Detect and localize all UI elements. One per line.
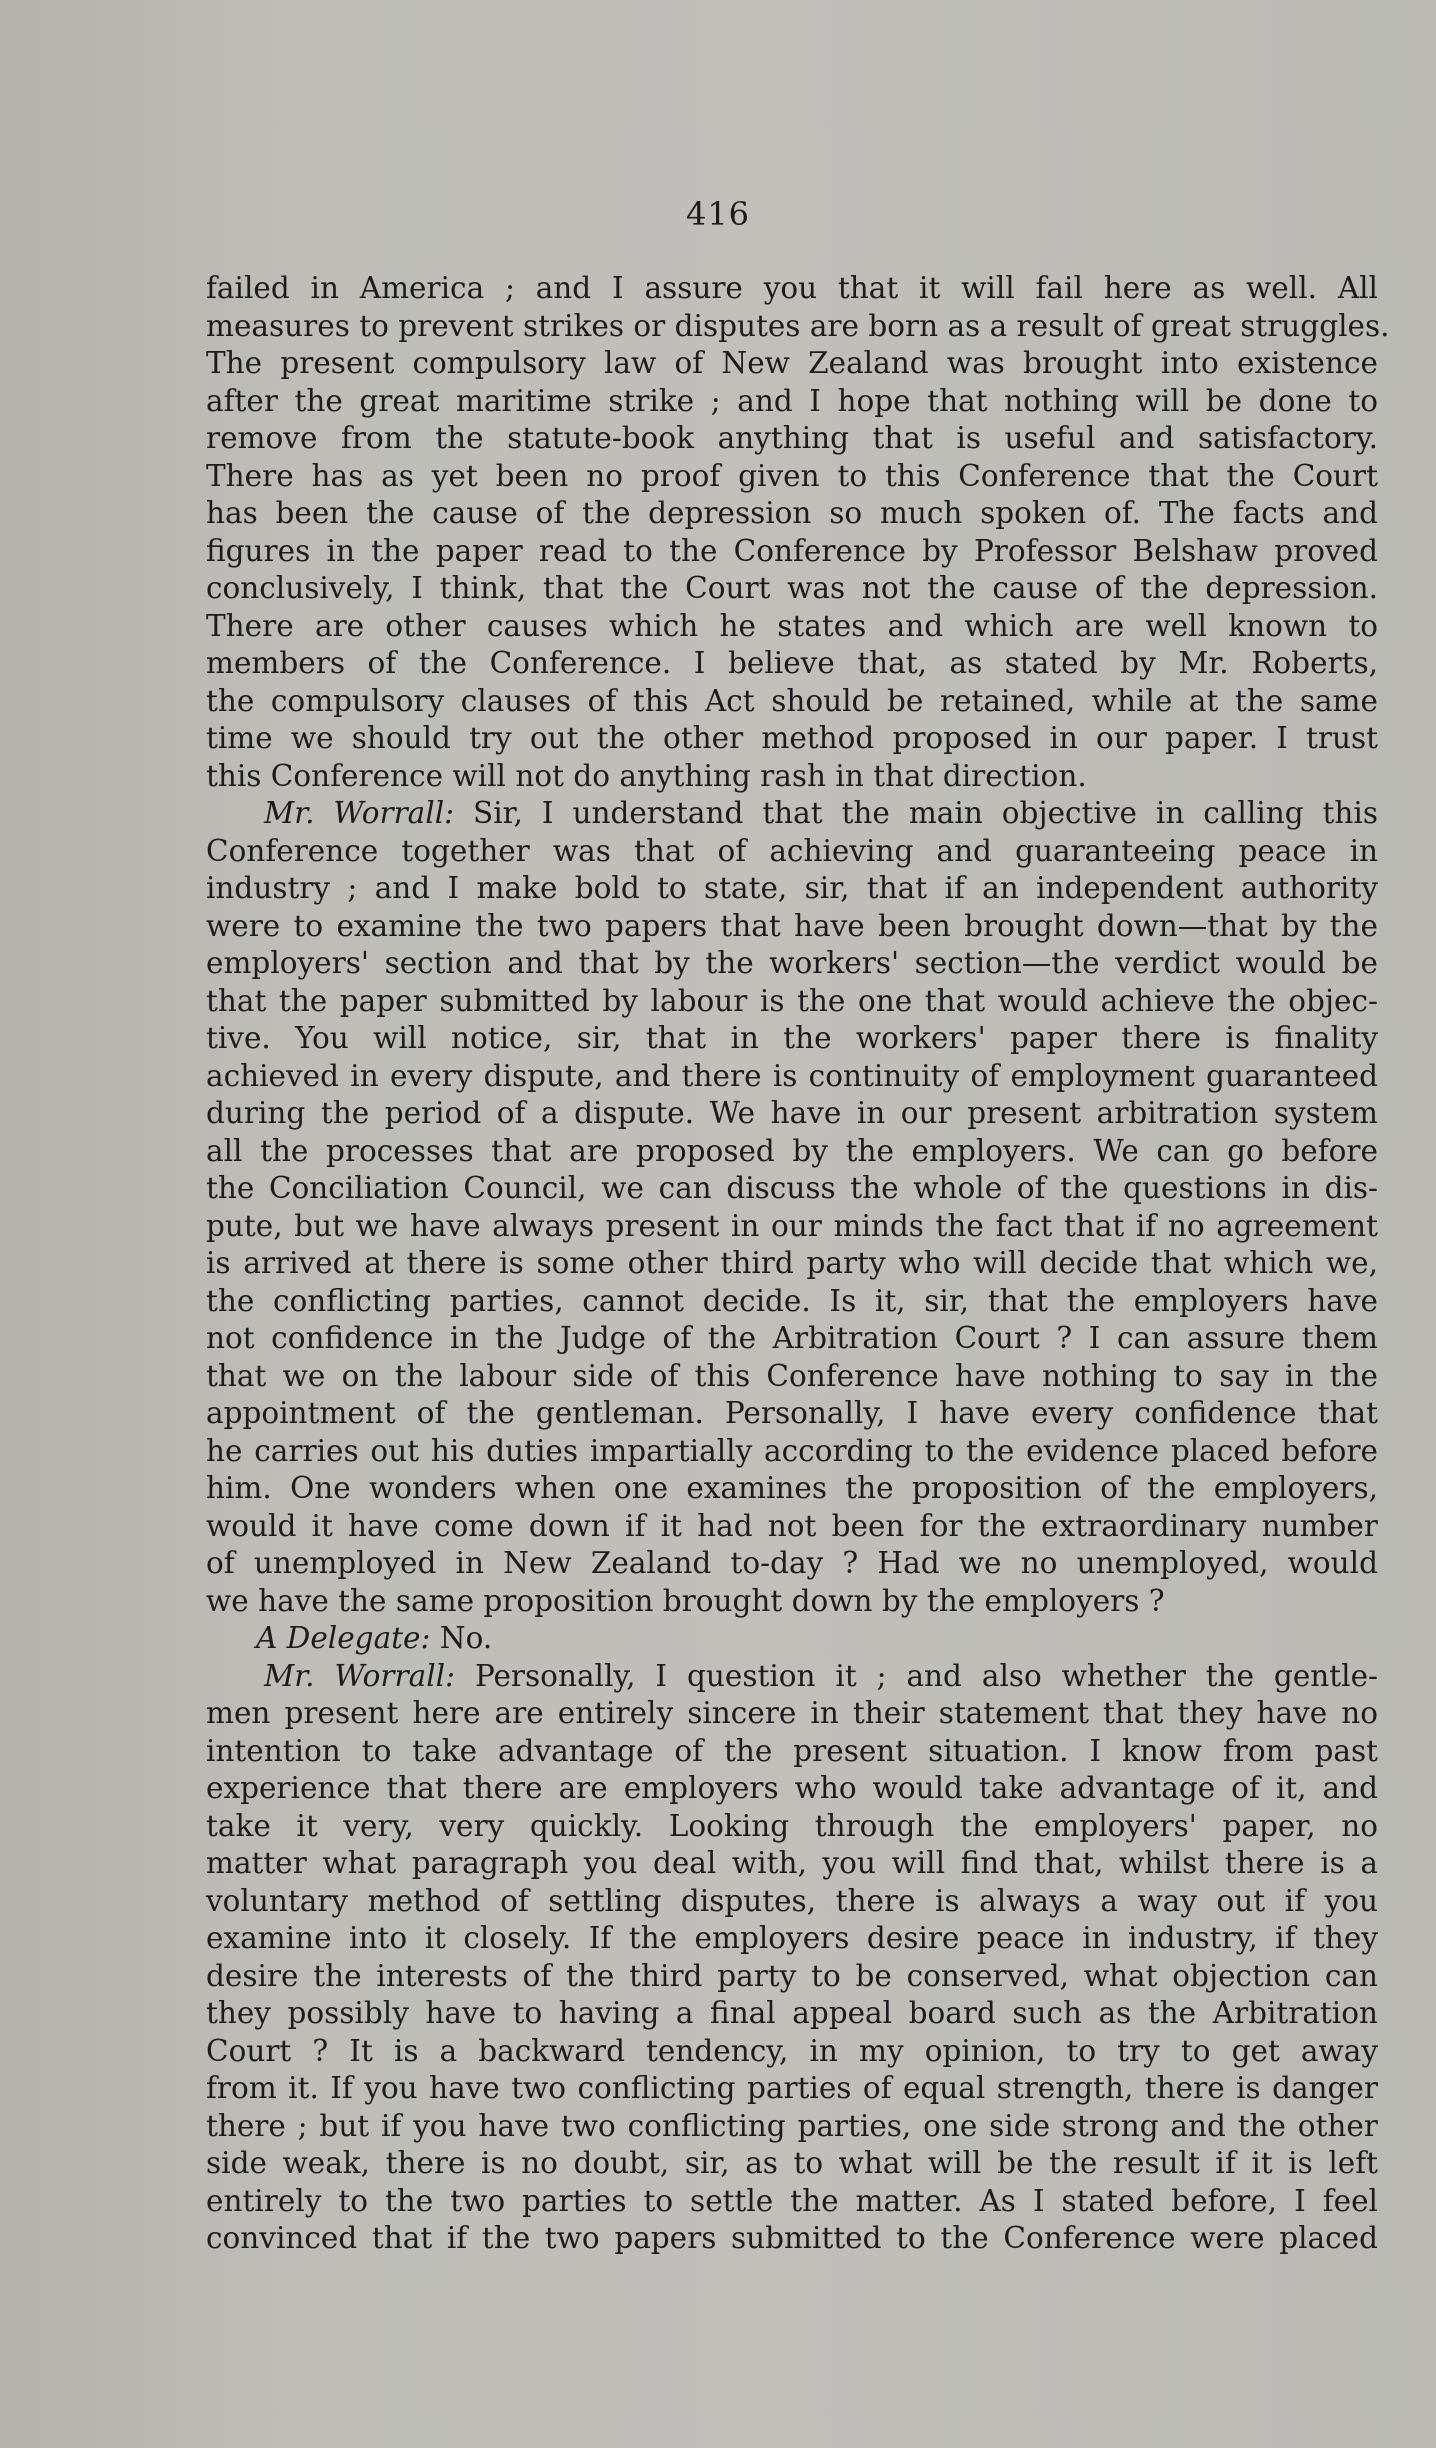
text-line: achieved in every dispute, and there is continuity of employment guaranteed [206, 1058, 1378, 1093]
text-line: experience that there are employers who would take advantage of it, and [206, 1771, 1378, 1805]
text-line: appointment of the gentleman. Personally, I have every confidence that [206, 1396, 1378, 1430]
text-line: that we on the labour side of this Conference have nothing to say in the [206, 1358, 1378, 1393]
text-line: after the great maritime strike ; and I hope that nothing will be done to [206, 383, 1378, 418]
speaker-name: Mr. Worrall: [264, 796, 455, 830]
speaker-name: A Delegate: [256, 1621, 431, 1655]
text-line: matter what paragraph you deal with, you will find that, whilst there is a [206, 1846, 1378, 1880]
speaker-name: Mr. Worrall: [264, 1658, 456, 1693]
text-line: figures in the paper read to the Conference by Professor Belshaw proved [206, 533, 1378, 568]
text-line: he carries out his duties impartially according to the evidence placed before [206, 1433, 1378, 1468]
page-number: 416 [685, 195, 751, 233]
text-line: there ; but if you have two conflicting parties, one side strong and the other [206, 2108, 1378, 2143]
paragraph-3 [206, 1620, 1378, 1658]
text-line: industry ; and I make bold to state, sir, that if an independent authority [206, 871, 1378, 905]
text-line: Court ? It is a backward tendency, in my opinion, to try to get away [206, 2033, 1378, 2068]
paragraph-1 [206, 270, 1390, 795]
text-line: the Conciliation Council, we can discuss the whole of the questions in dis- [206, 1171, 1378, 1205]
text-line: remove from the statute-book anything that is useful and satisfactory. [206, 421, 1378, 455]
text-line: side weak, there is no doubt, sir, as to what will be the result if it is left [206, 2146, 1378, 2180]
paragraph-2 [206, 795, 1378, 1620]
text-line: Conference together was that of achieving and guaranteeing peace in [206, 833, 1378, 868]
speech-text: Sir, I understand that the main objective in calling this [454, 796, 1378, 830]
text-line: There are other causes which he states and which are well known to [206, 608, 1378, 643]
text-line: time we should try out the other method proposed in our paper. I trust [206, 721, 1378, 755]
text-line: the conflicting parties, cannot decide. Is it, sir, that the employers have [206, 1283, 1378, 1318]
speaker-line [206, 1658, 1378, 1696]
text-line: employers' section and that by the workers' section—the verdict would be [206, 946, 1378, 980]
text-line: take it very, very quickly. Looking through the employers' paper, no [206, 1808, 1378, 1843]
text-line: tive. You will notice, sir, that in the workers' paper there is finality [206, 1021, 1378, 1055]
text-line: that the paper submitted by labour is the one that would achieve the objec- [206, 983, 1378, 1018]
text-line: men present here are entirely sincere in their statement that they have no [206, 1696, 1378, 1730]
text-line: voluntary method of settling disputes, there is always a way out if you [206, 1883, 1378, 1918]
text-line: from it. If you have two conflicting parties of equal strength, there is danger [206, 2071, 1378, 2105]
text-line: all the processes that are proposed by the employers. We can go before [206, 1133, 1378, 1168]
text-line: not confidence in the Judge of the Arbitration Court ? I can assure them [206, 1321, 1378, 1355]
text-line: The present compulsory law of New Zealand was brought into existence [206, 346, 1378, 380]
text-line: were to examine the two papers that have been brought down—that by the [206, 908, 1378, 943]
text-line: convinced that if the two papers submitted to the Conference were placed [206, 2221, 1378, 2255]
speech-text: Personally, I question it ; and also whether the gentle- [455, 1658, 1378, 1693]
text-line: examine into it closely. If the employers desire peace in industry, if they [206, 1921, 1378, 1955]
text-line: intention to take advantage of the present situation. I know from past [206, 1733, 1378, 1768]
text-line: during the period of a dispute. We have in our present arbitration system [206, 1096, 1378, 1130]
text-line: desire the interests of the third party to be conserved, what objection can [206, 1958, 1378, 1993]
text-line: There has as yet been no proof given to this Conference that the Court [206, 458, 1378, 493]
text-line: this Conference will not do anything rash in that direction. [206, 758, 1087, 793]
text-line: conclusively, I think, that the Court was not the cause of the depression. [206, 571, 1378, 605]
text-line: pute, but we have always present in our minds the fact that if no agreement [206, 1208, 1378, 1243]
speaker-line [206, 795, 1378, 833]
text-line: we have the same proposition brought down by the employers ? [206, 1583, 1165, 1618]
text-line: the compulsory clauses of this Act should be retained, while at the same [206, 683, 1378, 718]
text-line: has been the cause of the depression so much spoken of. The facts and [206, 496, 1378, 530]
body-text [206, 270, 1390, 2258]
speech-text: No. [430, 1621, 493, 1655]
text-line: failed in America ; and I assure you that it will fail here as well. All [206, 271, 1378, 305]
text-line: entirely to the two parties to settle the matter. As I stated before, I feel [206, 2183, 1378, 2218]
paragraph-4 [206, 1658, 1378, 2258]
speaker-line [206, 1620, 1378, 1658]
text-line: measures to prevent strikes or disputes are born as a result of great struggles. [206, 308, 1390, 343]
text-line: they possibly have to having a final appeal board such as the Arbitration [206, 1996, 1378, 2030]
text-line: would it have come down if it had not been for the extraordinary number [206, 1508, 1378, 1543]
text-line: is arrived at there is some other third party who will decide that which we, [206, 1246, 1378, 1280]
text-line: members of the Conference. I believe that, as stated by Mr. Roberts, [206, 646, 1378, 680]
text-line: him. One wonders when one examines the proposition of the employers, [206, 1471, 1378, 1505]
text-line: of unemployed in New Zealand to-day ? Had we no unemployed, would [206, 1546, 1378, 1580]
